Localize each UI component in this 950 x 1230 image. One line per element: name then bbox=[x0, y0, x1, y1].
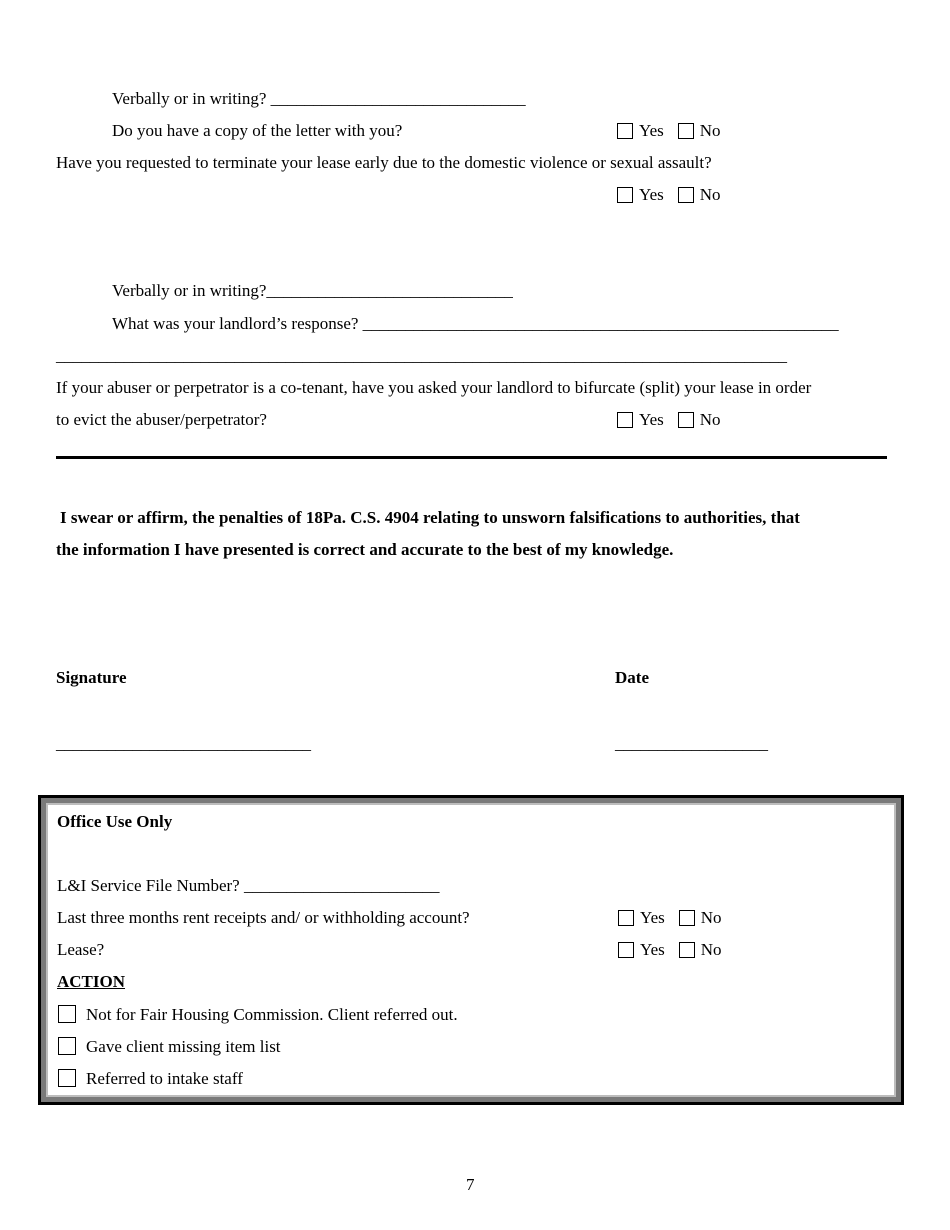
copy-letter-yes-no bbox=[617, 121, 721, 141]
yes-label: Yes bbox=[639, 121, 664, 140]
bifurcate-yes-no bbox=[617, 410, 721, 430]
action-item-label: Not for Fair Housing Commission. Client referred out. bbox=[86, 1005, 458, 1024]
action-item bbox=[58, 1005, 458, 1025]
bifurcate-question-line1: If your abuser or perpetrator is a co-tenant, have you asked your landlord to bifurcate (split) your lease in order bbox=[56, 378, 812, 397]
affirmation-line1: I swear or affirm, the penalties of 18Pa. C.S. 4904 relating to unsworn falsifications to authorities, that bbox=[60, 508, 800, 527]
no-label: No bbox=[699, 410, 721, 429]
terminate-lease-question: Have you requested to terminate your lease early due to the domestic violence or sexual assault? bbox=[56, 153, 712, 172]
file-number-label: L&I Service File Number? _______________________ bbox=[57, 876, 440, 895]
no-label: No bbox=[699, 185, 721, 204]
copy-letter-question: Do you have a copy of the letter with you? bbox=[112, 121, 403, 140]
page-number: 7 bbox=[466, 1175, 475, 1194]
bifurcate-question-line2: to evict the abuser/perpetrator? bbox=[56, 410, 267, 429]
no-label: No bbox=[700, 908, 722, 927]
verbal-writing-label-2: Verbally or in writing?_____________________________ bbox=[112, 281, 513, 300]
no-label: No bbox=[699, 121, 721, 140]
action-checkbox[interactable] bbox=[58, 1005, 76, 1023]
terminate-lease-no-checkbox[interactable] bbox=[678, 187, 694, 203]
lease-label: Lease? bbox=[57, 940, 105, 959]
yes-label: Yes bbox=[639, 185, 664, 204]
terminate-lease-yes-checkbox[interactable] bbox=[617, 187, 633, 203]
bifurcate-no-checkbox[interactable] bbox=[678, 412, 694, 428]
rent-receipts-no-checkbox[interactable] bbox=[679, 910, 695, 926]
action-item-label: Gave client missing item list bbox=[86, 1037, 281, 1056]
signature-line[interactable]: ______________________________ bbox=[56, 734, 311, 753]
section-divider bbox=[56, 456, 887, 459]
copy-letter-no-checkbox[interactable] bbox=[678, 123, 694, 139]
yes-label: Yes bbox=[639, 410, 664, 429]
lease-yes-checkbox[interactable] bbox=[618, 942, 634, 958]
rent-receipts-yes-no bbox=[618, 908, 722, 928]
verbal-writing-label-1: Verbally or in writing? ______________________________ bbox=[112, 89, 526, 108]
office-use-box bbox=[38, 795, 904, 1105]
action-item-label: Referred to intake staff bbox=[86, 1069, 243, 1088]
landlord-response-label: What was your landlord’s response? ________________________________________________________ bbox=[112, 314, 839, 333]
lease-no-checkbox[interactable] bbox=[679, 942, 695, 958]
terminate-lease-yes-no bbox=[617, 185, 721, 205]
office-use-inner bbox=[46, 803, 896, 1097]
action-item bbox=[58, 1037, 281, 1057]
office-use-title: Office Use Only bbox=[57, 812, 173, 831]
yes-label: Yes bbox=[640, 908, 665, 927]
yes-label: Yes bbox=[640, 940, 665, 959]
landlord-response-line: ______________________________________________________________________________________ bbox=[56, 346, 787, 365]
action-checkbox[interactable] bbox=[58, 1069, 76, 1087]
date-label: Date bbox=[615, 668, 649, 687]
signature-label: Signature bbox=[56, 668, 127, 687]
action-checkbox[interactable] bbox=[58, 1037, 76, 1055]
copy-letter-yes-checkbox[interactable] bbox=[617, 123, 633, 139]
action-item bbox=[58, 1069, 243, 1089]
action-heading: ACTION bbox=[57, 972, 126, 991]
date-line[interactable]: __________________ bbox=[615, 734, 768, 753]
bifurcate-yes-checkbox[interactable] bbox=[617, 412, 633, 428]
affirmation-line2: the information I have presented is correct and accurate to the best of my knowledge. bbox=[56, 540, 674, 559]
lease-yes-no bbox=[618, 940, 722, 960]
rent-receipts-label: Last three months rent receipts and/ or withholding account? bbox=[57, 908, 470, 927]
no-label: No bbox=[700, 940, 722, 959]
rent-receipts-yes-checkbox[interactable] bbox=[618, 910, 634, 926]
